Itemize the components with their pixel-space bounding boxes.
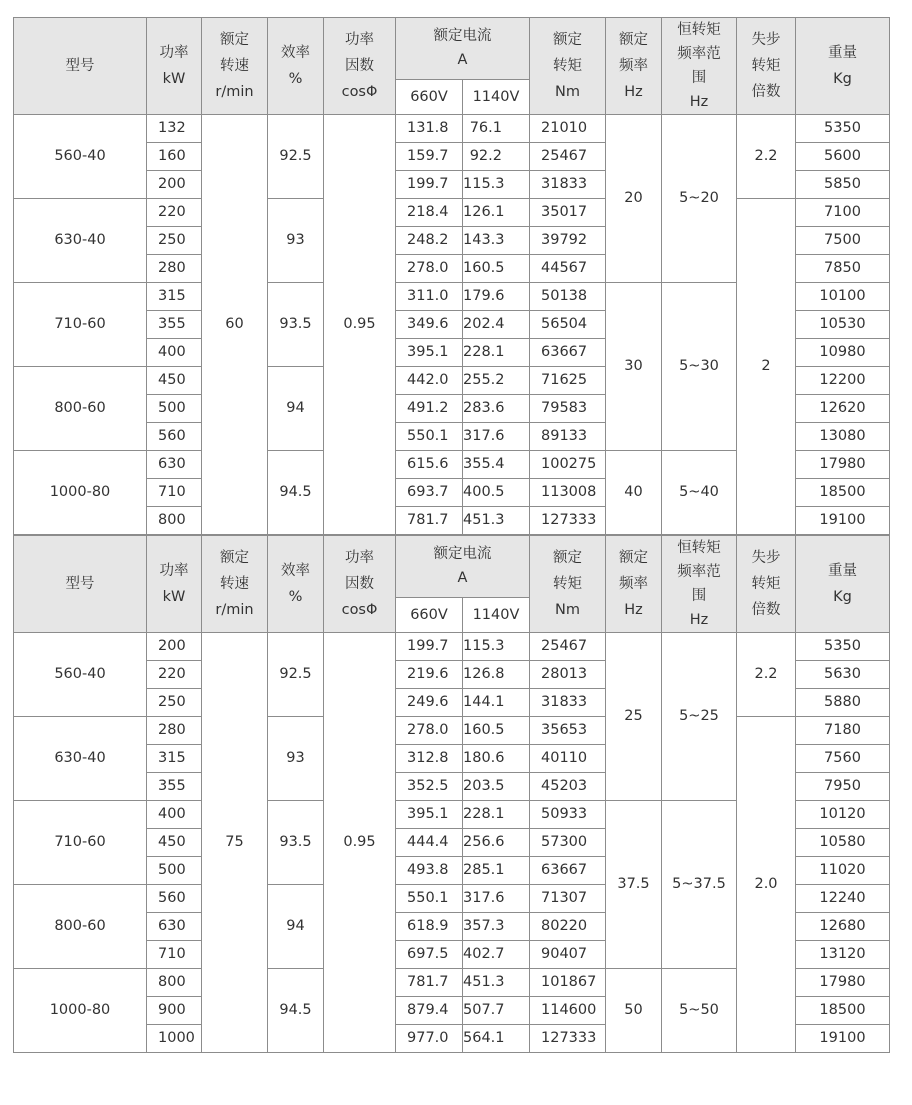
power-cell: 250 (147, 227, 202, 255)
header-speed (202, 18, 268, 115)
torque-cell: 40110 (530, 745, 606, 773)
current-660v-cell: 442.0 (396, 367, 463, 395)
header-line: Kg (833, 71, 852, 87)
table-row (14, 717, 890, 745)
current-660v-cell: 615.6 (396, 451, 463, 479)
current-1140v-cell: 160.5 (463, 717, 530, 745)
current-1140v-cell: 451.3 (463, 507, 530, 535)
header-model: 型号 (14, 536, 147, 633)
weight-cell: 17980 (796, 451, 890, 479)
header-current (396, 18, 530, 80)
header-line: 功率 (159, 45, 189, 61)
header-line: A (457, 570, 468, 587)
power-cell: 200 (147, 171, 202, 199)
model-cell: 800-60 (14, 885, 147, 969)
weight-cell: 5880 (796, 689, 890, 717)
weight-cell: 19100 (796, 1025, 890, 1053)
torque-cell: 39792 (530, 227, 606, 255)
weight-cell: 13080 (796, 423, 890, 451)
current-1140v-cell: 451.3 (463, 969, 530, 997)
weight-cell: 12620 (796, 395, 890, 423)
weight-cell: 13120 (796, 941, 890, 969)
power-cell: 1000 (147, 1025, 202, 1053)
weight-cell: 7850 (796, 255, 890, 283)
current-1140v-cell: 402.7 (463, 941, 530, 969)
speed-cell: 60 (202, 115, 268, 535)
torque-cell: 25467 (530, 633, 606, 661)
power-cell: 560 (147, 423, 202, 451)
torque-cell: 35017 (530, 199, 606, 227)
power-cell: 132 (147, 115, 202, 143)
power-cell: 710 (147, 941, 202, 969)
header-line: Kg (833, 589, 852, 605)
header-1140v: 1140V (463, 79, 530, 114)
current-1140v-cell: 255.2 (463, 367, 530, 395)
current-660v-cell: 550.1 (396, 885, 463, 913)
header-torque (530, 536, 606, 633)
power-cell: 900 (147, 997, 202, 1025)
spec-table (13, 17, 890, 535)
header-frequency (606, 536, 662, 633)
current-1140v-cell: 115.3 (463, 171, 530, 199)
efficiency-cell: 93.5 (268, 801, 324, 885)
current-1140v-cell: 400.5 (463, 479, 530, 507)
header-weight (796, 18, 890, 115)
header-line: 额定 (553, 32, 582, 48)
torque-cell: 90407 (530, 941, 606, 969)
freq-range-cell: 5~25 (662, 633, 737, 801)
current-1140v-cell: 126.1 (463, 199, 530, 227)
header-line: r/min (215, 84, 254, 100)
current-660v-cell: 159.7 (396, 143, 463, 171)
weight-cell: 18500 (796, 997, 890, 1025)
weight-cell: 7180 (796, 717, 890, 745)
stall-ratio-cell: 2.0 (737, 717, 796, 1053)
header-line: 因数 (345, 576, 374, 592)
header-line: 因数 (345, 58, 374, 74)
weight-cell: 5630 (796, 661, 890, 689)
header-stall-ratio (737, 536, 796, 633)
stall-ratio-cell: 2 (737, 199, 796, 535)
current-660v-cell: 781.7 (396, 507, 463, 535)
current-1140v-cell: 202.4 (463, 311, 530, 339)
header-power-factor (324, 18, 396, 115)
header-line: 额定 (553, 550, 582, 566)
weight-cell: 5350 (796, 115, 890, 143)
header-line: A (457, 52, 468, 69)
power-cell: 500 (147, 395, 202, 423)
model-cell: 710-60 (14, 283, 147, 367)
header-line: Nm (555, 602, 580, 618)
weight-cell: 10120 (796, 801, 890, 829)
speed-cell: 75 (202, 633, 268, 1053)
header-line: 额定电流 (433, 28, 492, 45)
current-660v-cell: 395.1 (396, 801, 463, 829)
weight-cell: 17980 (796, 969, 890, 997)
frequency-cell: 20 (606, 115, 662, 283)
weight-cell: 12240 (796, 885, 890, 913)
torque-cell: 56504 (530, 311, 606, 339)
header-1140v: 1140V (463, 597, 530, 632)
power-cell: 355 (147, 773, 202, 801)
weight-cell: 18500 (796, 479, 890, 507)
header-660v: 660V (396, 79, 463, 114)
current-660v-cell: 977.0 (396, 1025, 463, 1053)
header-line: kW (162, 589, 186, 605)
current-660v-cell: 550.1 (396, 423, 463, 451)
torque-cell: 101867 (530, 969, 606, 997)
weight-cell: 5350 (796, 633, 890, 661)
header-line: 频率 (619, 576, 648, 592)
efficiency-cell: 93 (268, 717, 324, 801)
current-660v-cell: 693.7 (396, 479, 463, 507)
header-line: 转速 (220, 576, 249, 592)
current-1140v-cell: 228.1 (463, 801, 530, 829)
current-1140v-cell: 317.6 (463, 885, 530, 913)
efficiency-cell: 93 (268, 199, 324, 283)
header-line: 功率 (345, 550, 374, 566)
freq-range-cell: 5~40 (662, 451, 737, 535)
power-cell: 280 (147, 255, 202, 283)
power-cell: 315 (147, 745, 202, 773)
torque-cell: 63667 (530, 339, 606, 367)
stall-ratio-cell: 2.2 (737, 115, 796, 199)
header-power-factor (324, 536, 396, 633)
current-1140v-cell: 160.5 (463, 255, 530, 283)
model-cell: 1000-80 (14, 451, 147, 535)
header-line: 效率 (281, 45, 310, 61)
header-frequency (606, 18, 662, 115)
current-660v-cell: 352.5 (396, 773, 463, 801)
power-cell: 500 (147, 857, 202, 885)
header-line: 频率范 (677, 564, 721, 580)
header-660v: 660V (396, 597, 463, 632)
current-1140v-cell: 179.6 (463, 283, 530, 311)
header-line: 频率 (619, 58, 648, 74)
header-freq-range (662, 18, 737, 115)
torque-cell: 71625 (530, 367, 606, 395)
header-weight (796, 536, 890, 633)
header-row (14, 18, 890, 80)
torque-cell: 35653 (530, 717, 606, 745)
weight-cell: 10980 (796, 339, 890, 367)
frequency-cell: 30 (606, 283, 662, 451)
current-660v-cell: 278.0 (396, 255, 463, 283)
power-cell: 800 (147, 969, 202, 997)
header-stall-ratio (737, 18, 796, 115)
header-speed (202, 536, 268, 633)
header-line: 额定 (220, 550, 249, 566)
power-cell: 630 (147, 913, 202, 941)
header-line: Hz (624, 84, 643, 100)
current-660v-cell: 493.8 (396, 857, 463, 885)
header-line: 转矩 (751, 576, 781, 592)
current-1140v-cell: 228.1 (463, 339, 530, 367)
frequency-cell: 37.5 (606, 801, 662, 969)
model-cell: 560-40 (14, 115, 147, 199)
efficiency-cell: 94.5 (268, 969, 324, 1053)
header-line: cosΦ (341, 84, 378, 100)
header-line: 效率 (281, 563, 310, 579)
current-660v-cell: 349.6 (396, 311, 463, 339)
weight-cell: 10580 (796, 829, 890, 857)
power-cell: 450 (147, 829, 202, 857)
torque-cell: 21010 (530, 115, 606, 143)
header-line: 倍数 (751, 602, 781, 618)
weight-cell: 7500 (796, 227, 890, 255)
current-660v-cell: 618.9 (396, 913, 463, 941)
weight-cell: 7950 (796, 773, 890, 801)
header-line: % (288, 589, 303, 605)
power-cell: 250 (147, 689, 202, 717)
efficiency-cell: 94 (268, 367, 324, 451)
current-1140v-cell: 76.1 (463, 115, 530, 143)
weight-cell: 7100 (796, 199, 890, 227)
header-efficiency (268, 18, 324, 115)
current-1140v-cell: 143.3 (463, 227, 530, 255)
current-660v-cell: 312.8 (396, 745, 463, 773)
current-660v-cell: 879.4 (396, 997, 463, 1025)
current-1140v-cell: 180.6 (463, 745, 530, 773)
torque-cell: 127333 (530, 1025, 606, 1053)
frequency-cell: 25 (606, 633, 662, 801)
stall-ratio-cell: 2.2 (737, 633, 796, 717)
header-line: 额定 (220, 32, 249, 48)
power-cell: 400 (147, 801, 202, 829)
current-1140v-cell: 256.6 (463, 829, 530, 857)
power-cell: 220 (147, 199, 202, 227)
current-660v-cell: 199.7 (396, 171, 463, 199)
torque-cell: 80220 (530, 913, 606, 941)
torque-cell: 45203 (530, 773, 606, 801)
efficiency-cell: 94 (268, 885, 324, 969)
torque-cell: 114600 (530, 997, 606, 1025)
table-row (14, 115, 890, 143)
freq-range-cell: 5~50 (662, 969, 737, 1053)
efficiency-cell: 94.5 (268, 451, 324, 535)
power-cell: 280 (147, 717, 202, 745)
current-1140v-cell: 357.3 (463, 913, 530, 941)
header-line: 重量 (828, 45, 857, 61)
torque-cell: 57300 (530, 829, 606, 857)
current-660v-cell: 311.0 (396, 283, 463, 311)
torque-cell: 25467 (530, 143, 606, 171)
frequency-cell: 50 (606, 969, 662, 1053)
freq-range-cell: 5~37.5 (662, 801, 737, 969)
power-cell: 800 (147, 507, 202, 535)
current-660v-cell: 491.2 (396, 395, 463, 423)
current-1140v-cell: 285.1 (463, 857, 530, 885)
power-cell: 710 (147, 479, 202, 507)
frequency-cell: 40 (606, 451, 662, 535)
header-line: 失步 (751, 32, 781, 48)
current-1140v-cell: 126.8 (463, 661, 530, 689)
current-1140v-cell: 355.4 (463, 451, 530, 479)
efficiency-cell: 92.5 (268, 633, 324, 717)
current-660v-cell: 249.6 (396, 689, 463, 717)
header-line: 恒转矩 (677, 540, 721, 556)
current-660v-cell: 697.5 (396, 941, 463, 969)
torque-cell: 31833 (530, 171, 606, 199)
header-line: 重量 (828, 563, 857, 579)
header-power (147, 18, 202, 115)
efficiency-cell: 92.5 (268, 115, 324, 199)
header-line: % (288, 71, 303, 87)
power-factor-cell: 0.95 (324, 115, 396, 535)
header-freq-range (662, 536, 737, 633)
header-line: 失步 (751, 550, 781, 566)
current-660v-cell: 131.8 (396, 115, 463, 143)
header-line: Hz (689, 94, 709, 110)
torque-cell: 71307 (530, 885, 606, 913)
torque-cell: 127333 (530, 507, 606, 535)
header-line: Hz (689, 612, 709, 628)
torque-cell: 89133 (530, 423, 606, 451)
header-line: 倍数 (751, 84, 781, 100)
torque-cell: 63667 (530, 857, 606, 885)
header-line: 额定 (619, 550, 648, 566)
freq-range-cell: 5~30 (662, 283, 737, 451)
power-cell: 315 (147, 283, 202, 311)
header-line: 围 (691, 588, 707, 604)
header-line: 额定电流 (433, 546, 492, 563)
current-660v-cell: 278.0 (396, 717, 463, 745)
header-line: kW (162, 71, 186, 87)
model-cell: 630-40 (14, 199, 147, 283)
current-1140v-cell: 92.2 (463, 143, 530, 171)
current-660v-cell: 219.6 (396, 661, 463, 689)
weight-cell: 5600 (796, 143, 890, 171)
power-cell: 560 (147, 885, 202, 913)
header-model: 型号 (14, 18, 147, 115)
current-660v-cell: 218.4 (396, 199, 463, 227)
header-line: 转矩 (751, 58, 781, 74)
current-660v-cell: 444.4 (396, 829, 463, 857)
header-line: 功率 (159, 563, 189, 579)
header-line: 恒转矩 (677, 22, 721, 38)
torque-cell: 50933 (530, 801, 606, 829)
power-cell: 400 (147, 339, 202, 367)
torque-cell: 100275 (530, 451, 606, 479)
power-cell: 220 (147, 661, 202, 689)
header-torque (530, 18, 606, 115)
current-660v-cell: 199.7 (396, 633, 463, 661)
torque-cell: 44567 (530, 255, 606, 283)
header-line: 频率范 (677, 46, 721, 62)
table-row (14, 633, 890, 661)
current-1140v-cell: 564.1 (463, 1025, 530, 1053)
model-cell: 710-60 (14, 801, 147, 885)
efficiency-cell: 93.5 (268, 283, 324, 367)
weight-cell: 11020 (796, 857, 890, 885)
weight-cell: 10530 (796, 311, 890, 339)
power-cell: 450 (147, 367, 202, 395)
freq-range-cell: 5~20 (662, 115, 737, 283)
weight-cell: 7560 (796, 745, 890, 773)
current-660v-cell: 248.2 (396, 227, 463, 255)
model-cell: 630-40 (14, 717, 147, 801)
table-row (14, 199, 890, 227)
current-1140v-cell: 507.7 (463, 997, 530, 1025)
current-1140v-cell: 283.6 (463, 395, 530, 423)
header-line: 转矩 (553, 58, 582, 74)
header-line: 额定 (619, 32, 648, 48)
header-line: 转矩 (553, 576, 582, 592)
spec-table (13, 535, 890, 1053)
current-1140v-cell: 115.3 (463, 633, 530, 661)
torque-cell: 28013 (530, 661, 606, 689)
power-factor-cell: 0.95 (324, 633, 396, 1053)
model-cell: 560-40 (14, 633, 147, 717)
current-1140v-cell: 144.1 (463, 689, 530, 717)
header-power (147, 536, 202, 633)
model-cell: 1000-80 (14, 969, 147, 1053)
weight-cell: 19100 (796, 507, 890, 535)
header-line: Hz (624, 602, 643, 618)
header-current (396, 536, 530, 598)
power-cell: 355 (147, 311, 202, 339)
weight-cell: 10100 (796, 283, 890, 311)
power-cell: 160 (147, 143, 202, 171)
header-line: cosΦ (341, 602, 378, 618)
torque-cell: 113008 (530, 479, 606, 507)
weight-cell: 5850 (796, 171, 890, 199)
power-cell: 200 (147, 633, 202, 661)
torque-cell: 31833 (530, 689, 606, 717)
current-660v-cell: 395.1 (396, 339, 463, 367)
header-line: Nm (555, 84, 580, 100)
header-line: 转速 (220, 58, 249, 74)
header-efficiency (268, 536, 324, 633)
current-660v-cell: 781.7 (396, 969, 463, 997)
torque-cell: 79583 (530, 395, 606, 423)
header-row (14, 536, 890, 598)
header-line: r/min (215, 602, 254, 618)
header-line: 功率 (345, 32, 374, 48)
header-line: 围 (691, 70, 707, 86)
torque-cell: 50138 (530, 283, 606, 311)
model-cell: 800-60 (14, 367, 147, 451)
current-1140v-cell: 203.5 (463, 773, 530, 801)
spec-tables (13, 17, 890, 1053)
weight-cell: 12680 (796, 913, 890, 941)
weight-cell: 12200 (796, 367, 890, 395)
current-1140v-cell: 317.6 (463, 423, 530, 451)
power-cell: 630 (147, 451, 202, 479)
